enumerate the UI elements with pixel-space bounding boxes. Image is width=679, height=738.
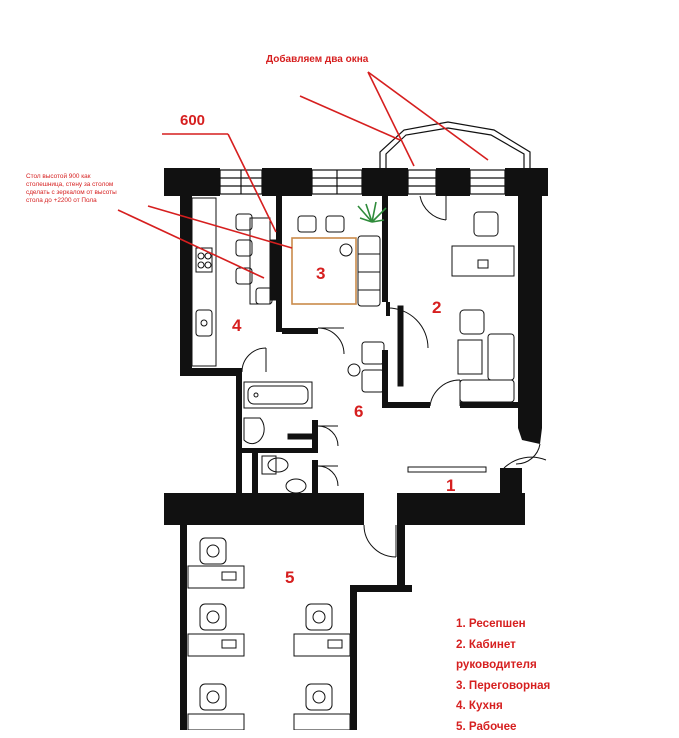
windows-annotation: Добавляем два окна [266,54,369,65]
room-number-reception: 1 [446,476,456,495]
table-note-line: столешница, стену за столом [26,181,114,188]
office-furniture [398,212,514,402]
room-legend [456,614,656,738]
plant-icon [358,202,386,222]
kitchen-furniture [192,198,272,366]
table-note-line: сделать с зеркалом от высоты [26,189,117,196]
table-note [26,173,176,205]
reception-counter [408,467,486,472]
legend-item: 3. Переговорная [456,678,551,692]
legend-item: 1. Ресепшен [456,617,526,630]
dimension-label: 600 [180,112,206,129]
table-note-line: стола до +2200 от Пола [26,197,97,204]
room-number-kitchen: 4 [232,316,242,335]
legend-item: 2. Кабинет [456,637,516,651]
legend-item: 4. Кухня [456,699,503,713]
meeting-room-furniture [270,216,380,306]
room-number-workspace: 5 [285,568,295,587]
room-number-office: 2 [432,298,442,317]
bay-window [380,122,530,168]
room-number-meeting: 3 [316,264,326,283]
workspace-desks [188,538,350,730]
legend-item: руководителя [456,658,537,672]
hall-furniture [348,342,384,392]
table-note-line: Стол высотой 900 как [26,173,91,180]
room-number-hall: 6 [354,402,364,421]
legend-item: 5. Рабочее [456,719,517,733]
